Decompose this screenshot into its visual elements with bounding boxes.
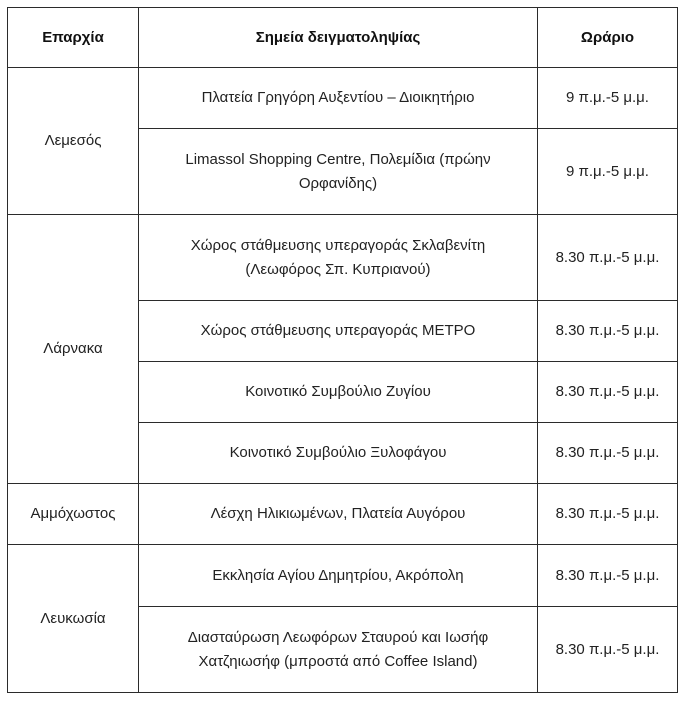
hours-cell: 8.30 π.μ.-5 μ.μ. [538, 484, 678, 545]
header-district: Επαρχία [8, 8, 139, 68]
table-row [8, 215, 678, 301]
district-cell: Αμμόχωστος [8, 484, 139, 545]
location-cell: Λέσχη Ηλικιωμένων, Πλατεία Αυγόρου [139, 484, 538, 545]
header-location: Σημεία δειγματοληψίας [139, 8, 538, 68]
location-cell: Διασταύρωση Λεωφόρων Σταυρού και Ιωσήφ Χατζηιωσήφ (μπροστά από Coffee Island) [139, 607, 538, 693]
hours-cell: 8.30 π.μ.-5 μ.μ. [538, 362, 678, 423]
sampling-schedule-table [7, 7, 678, 693]
district-cell: Λεμεσός [8, 68, 139, 215]
district-cell: Λευκωσία [8, 545, 139, 693]
district-cell: Λάρνακα [8, 215, 139, 484]
location-cell: Κοινοτικό Συμβούλιο Ζυγίου [139, 362, 538, 423]
header-row [8, 8, 678, 68]
table-row [8, 484, 678, 545]
hours-cell: 9 π.μ.-5 μ.μ. [538, 129, 678, 215]
location-cell: Χώρος στάθμευσης υπεραγοράς Σκλαβενίτη (Λεωφόρος Σπ. Κυπριανού) [139, 215, 538, 301]
location-cell: Κοινοτικό Συμβούλιο Ξυλοφάγου [139, 423, 538, 484]
hours-cell: 8.30 π.μ.-5 μ.μ. [538, 545, 678, 607]
hours-cell: 9 π.μ.-5 μ.μ. [538, 68, 678, 129]
location-cell: Εκκλησία Αγίου Δημητρίου, Ακρόπολη [139, 545, 538, 607]
hours-cell: 8.30 π.μ.-5 μ.μ. [538, 423, 678, 484]
table-row [8, 68, 678, 129]
location-cell: Χώρος στάθμευσης υπεραγοράς ΜΕΤΡΟ [139, 301, 538, 362]
location-cell: Limassol Shopping Centre, Πολεμίδια (πρώην Ορφανίδης) [139, 129, 538, 215]
table-row [8, 545, 678, 607]
hours-cell: 8.30 π.μ.-5 μ.μ. [538, 301, 678, 362]
hours-cell: 8.30 π.μ.-5 μ.μ. [538, 607, 678, 693]
header-hours: Ωράριο [538, 8, 678, 68]
location-cell: Πλατεία Γρηγόρη Αυξεντίου – Διοικητήριο [139, 68, 538, 129]
hours-cell: 8.30 π.μ.-5 μ.μ. [538, 215, 678, 301]
